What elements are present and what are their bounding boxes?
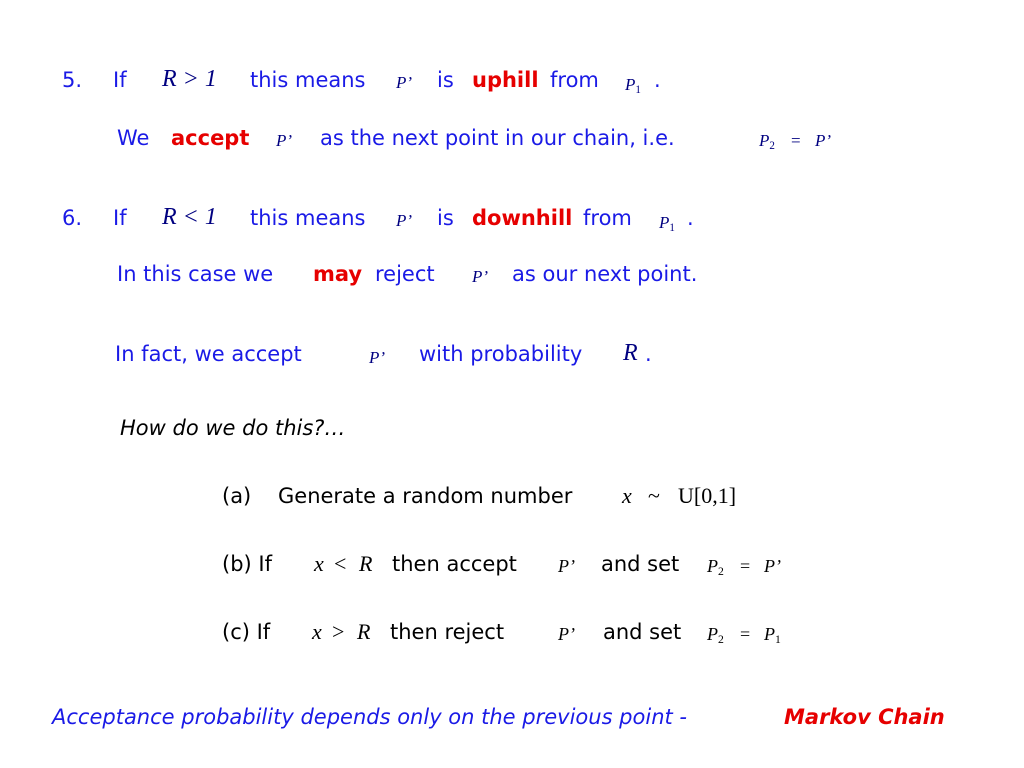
item5-line2-text: as the next point in our chain, i.e. — [320, 126, 675, 150]
step-c-then: then reject — [390, 620, 505, 644]
item6-p-prime: P’ — [396, 211, 413, 230]
item6-line3-pre: In fact, we accept — [115, 342, 302, 366]
item5-keyword-uphill: uphill — [472, 68, 539, 92]
item6-p1: $P_1$ — [659, 213, 675, 234]
step-b-p-prime: P’ — [558, 556, 575, 576]
item5-is: is — [437, 68, 454, 92]
item5-line2-p-prime: P’ — [276, 131, 293, 150]
step-c-eq-rhs: $P_1$ — [764, 624, 781, 646]
step-c-and-set: and set — [603, 620, 682, 644]
step-c-label: (c) If — [222, 620, 271, 644]
item5-this-means: this means — [250, 68, 366, 92]
step-c-eq-lhs: $P_2$ — [707, 624, 724, 646]
step-c-eq-sign: = — [740, 624, 751, 644]
item5-period: . — [654, 68, 661, 92]
item5-from: from — [550, 68, 599, 92]
item6-from: from — [583, 206, 632, 230]
step-b-and-set: and set — [601, 552, 680, 576]
item6-line2-reject: reject — [375, 262, 435, 286]
item6-line2-pre: In this case we — [117, 262, 274, 286]
item5-keyword-accept: accept — [171, 126, 250, 150]
step-c-cond-r: R — [357, 619, 371, 644]
item5-if: If — [113, 68, 127, 92]
step-c-p-prime: P’ — [558, 624, 575, 644]
item6-line2-p-prime: P’ — [472, 267, 489, 286]
step-a-label: (a) — [222, 484, 252, 508]
item5-eq-lhs: $P_2$ — [759, 131, 775, 152]
item5-number: 5. — [62, 68, 83, 92]
item6-line3-post: with probability — [419, 342, 583, 366]
item5-we: We — [117, 126, 150, 150]
step-a-distribution: U[0,1] — [678, 483, 737, 508]
step-b-eq-sign: = — [740, 556, 751, 576]
step-a-text: Generate a random number — [278, 484, 573, 508]
item6-period: . — [687, 206, 694, 230]
step-b-then: then accept — [392, 552, 517, 576]
step-a-x: x — [622, 483, 632, 508]
item6-line2-post: as our next point. — [512, 262, 698, 286]
footer-text: Acceptance probability depends only on the previous point - — [52, 705, 687, 729]
item6-number: 6. — [62, 206, 83, 230]
item5-p-prime: P’ — [396, 73, 413, 92]
step-b-cond-r: R — [359, 551, 373, 576]
item5-eq-sign: = — [791, 131, 801, 150]
step-b-label: (b) If — [222, 552, 272, 576]
item5-condition: R > 1 — [162, 66, 217, 92]
item6-line3-r: R — [623, 340, 638, 366]
item6-this-means: this means — [250, 206, 366, 230]
how-question: How do we do this?… — [120, 416, 346, 440]
item6-line3-period: . — [645, 342, 652, 366]
footer-keyword-markov-chain: Markov Chain — [784, 705, 945, 729]
item6-keyword-downhill: downhill — [472, 206, 573, 230]
step-b-eq-rhs: P’ — [764, 556, 781, 576]
item6-keyword-may: may — [313, 262, 363, 286]
item6-condition: R < 1 — [162, 204, 217, 230]
step-b-eq-lhs: $P_2$ — [707, 556, 724, 578]
item6-line3-p-prime: P’ — [369, 348, 386, 367]
step-b-cond-x: x — [314, 551, 324, 576]
item6-is: is — [437, 206, 454, 230]
step-c-cond-x: x — [312, 619, 322, 644]
step-a-tilde: ~ — [648, 483, 660, 508]
item5-p1: $P_1$ — [625, 75, 641, 96]
item6-if: If — [113, 206, 127, 230]
step-c-cond-op: > — [332, 619, 345, 644]
step-b-cond-op: < — [334, 551, 347, 576]
item5-eq-rhs: P’ — [815, 131, 832, 150]
